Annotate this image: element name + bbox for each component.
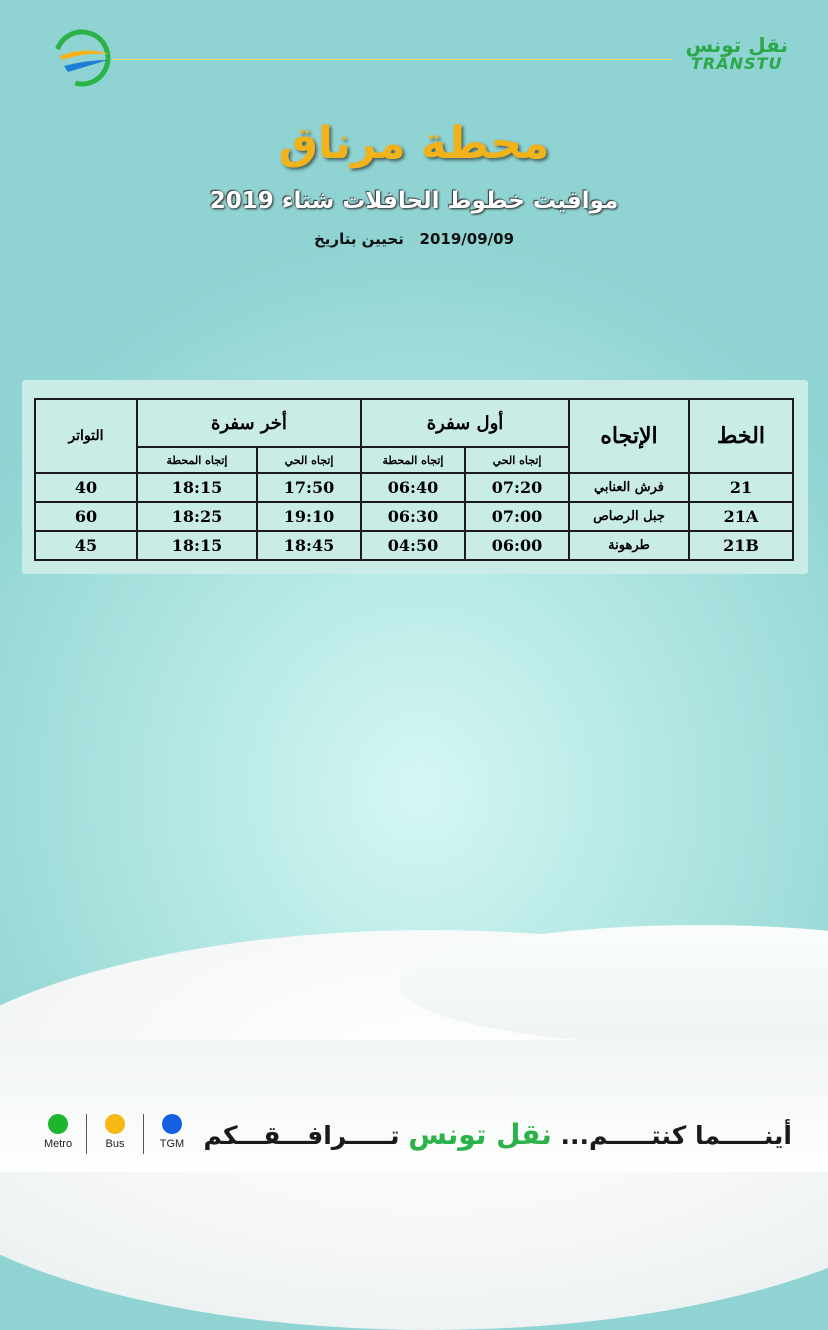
cell-last-to-station: 18:25	[137, 502, 257, 531]
transport-legend	[38, 1114, 192, 1154]
transtu-logo-icon	[50, 26, 114, 90]
brand-latin: TRANSTU	[691, 54, 783, 73]
slogan-brand: نقل تونس	[408, 1118, 552, 1151]
legend-divider	[143, 1114, 144, 1154]
header-line: الخط	[689, 399, 793, 473]
legend-metro-label: Metro	[43, 1138, 73, 1150]
cell-line: 21B	[689, 531, 793, 560]
header-first-to-station: إتجاه المحطة	[361, 447, 465, 473]
cell-direction: فرش العنابي	[569, 473, 689, 502]
cell-last-to-neighborhood: 19:10	[257, 502, 361, 531]
table-row	[35, 531, 793, 560]
cell-first-to-station: 06:40	[361, 473, 465, 502]
cell-last-to-station: 18:15	[137, 473, 257, 502]
schedule-panel	[22, 380, 808, 574]
update-line	[0, 230, 828, 248]
legend-bus-label: Bus	[105, 1138, 125, 1150]
cell-first-to-neighborhood: 06:00	[465, 531, 569, 560]
cell-direction: جبل الرصاص	[569, 502, 689, 531]
slogan-part3: تـــــرافـــقـــكم	[203, 1121, 400, 1150]
footer-slogan	[203, 1118, 792, 1151]
brand-arabic: نقل تونس	[685, 33, 788, 57]
cell-direction: طرهونة	[569, 531, 689, 560]
legend-tgm	[152, 1114, 192, 1150]
update-date: 2019/09/09	[419, 230, 514, 248]
tgm-dot-icon	[162, 1114, 182, 1134]
legend-metro	[38, 1114, 78, 1150]
metro-dot-icon	[48, 1114, 68, 1134]
header-direction: الإتجاه	[569, 399, 689, 473]
schedule-table	[34, 398, 794, 561]
cell-frequency: 60	[35, 502, 137, 531]
header-last-to-station: إتجاه المحطة	[137, 447, 257, 473]
header-last-trip: أخر سفرة	[137, 399, 361, 447]
cell-first-to-station: 04:50	[361, 531, 465, 560]
cell-first-to-neighborhood: 07:20	[465, 473, 569, 502]
cell-line: 21A	[689, 502, 793, 531]
cell-last-to-neighborhood: 18:45	[257, 531, 361, 560]
legend-bus	[95, 1114, 135, 1150]
page-title: محطة مرناق	[278, 118, 550, 169]
page-subtitle: مواقيت خطوط الحافلات شتاء 2019	[209, 188, 619, 214]
legend-tgm-label: TGM	[159, 1138, 185, 1150]
header-first-trip: أول سفرة	[361, 399, 569, 447]
update-label: تحيين بتاريخ	[313, 230, 404, 248]
cell-first-to-neighborhood: 07:00	[465, 502, 569, 531]
bus-dot-icon	[105, 1114, 125, 1134]
brand-logo	[685, 34, 788, 72]
header-frequency: التواتر	[35, 399, 137, 473]
slogan-part1: أينـــــما كنتـــــم...	[560, 1121, 792, 1150]
cell-first-to-station: 06:30	[361, 502, 465, 531]
cell-last-to-neighborhood: 17:50	[257, 473, 361, 502]
header-rule	[112, 59, 672, 60]
cell-frequency: 40	[35, 473, 137, 502]
legend-divider	[86, 1114, 87, 1154]
table-row	[35, 473, 793, 502]
table-row	[35, 502, 793, 531]
cell-line: 21	[689, 473, 793, 502]
header-first-to-neighborhood: إتجاه الحي	[465, 447, 569, 473]
cell-frequency: 45	[35, 531, 137, 560]
cell-last-to-station: 18:15	[137, 531, 257, 560]
header-last-to-neighborhood: إتجاه الحي	[257, 447, 361, 473]
